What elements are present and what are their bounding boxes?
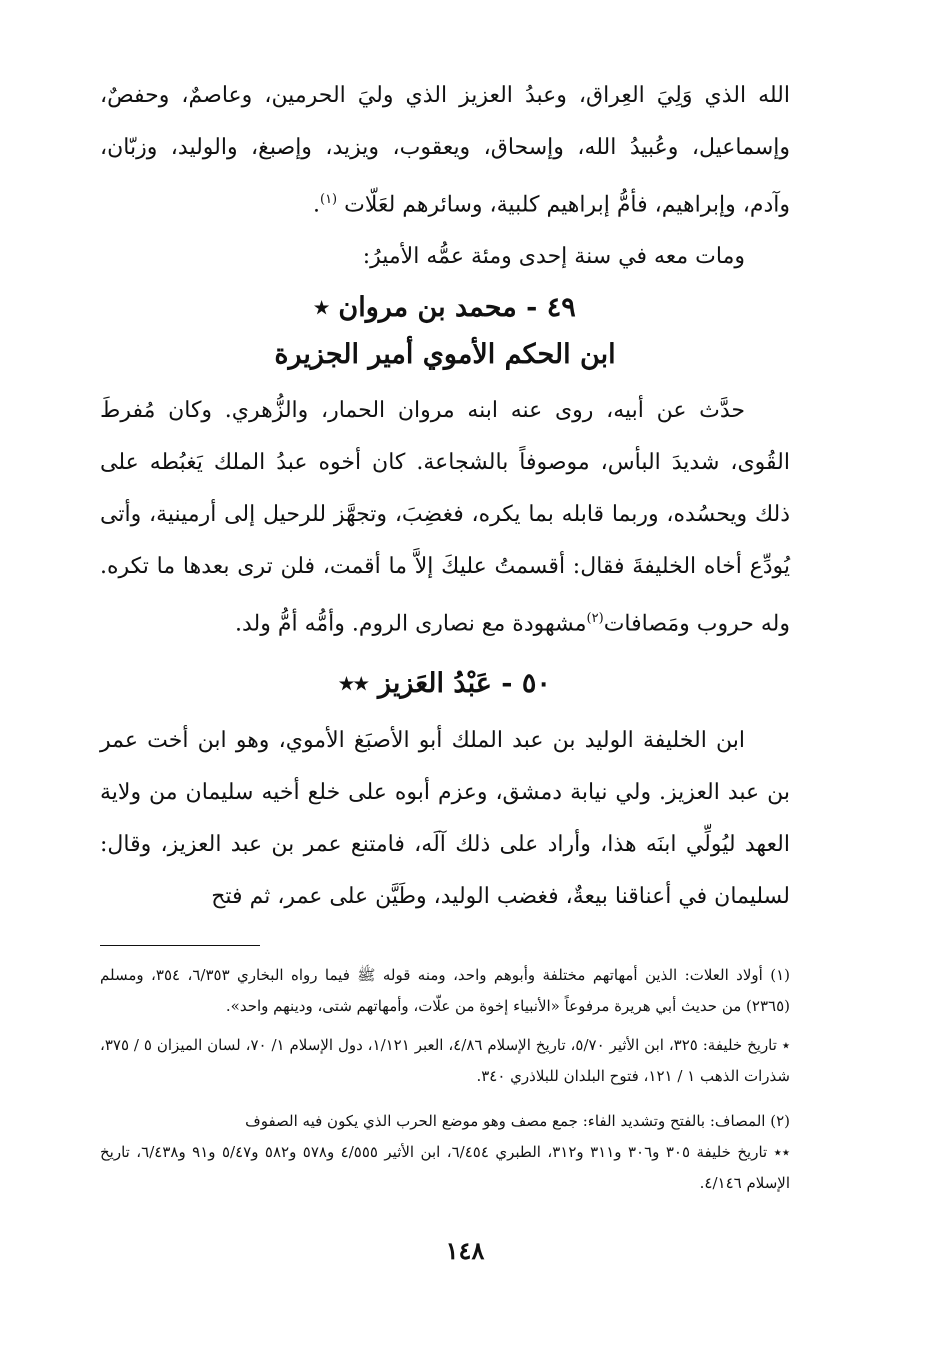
intro-text: الله الذي وَلِيَ العِراق، وعبدُ العزيز الذي وليَ الحرمين، وعاصمٌ، وحفصٌ، وإسماعيل، وعُبيدُ الله، وإسحاق، ويعقوب، ويزيد، وإصبغ، والوليد، وزبّان، وآدم، وإبراهيم، فأمُّ إبراهيم كلبية، وسائرهم لعَلّات — [100, 83, 790, 218]
entry-49-body-text-end: مشهودة مع نصارى الروم. وأمُّه أمُّ ولد. — [234, 611, 587, 637]
intro-second-paragraph: ومات معه في سنة إحدى ومئة عمُّه الأميرُ: — [362, 244, 745, 270]
entry-50-title: ٥٠ - عَبْدُ العَزيز ٭٭ — [339, 667, 551, 699]
footnote-doublestar-sources: ٭٭ تاريخ خليفة ٣٠٥ و٣٠٦ و٣١١ و٣١٢، الطبري ٦/٤٥٤، ابن الأثير ٤/٥٥٥ و٥٧٨ و٥٨٢ و٥/٤٧ و٩١ و٦/٤٣٨، تاريخ الإسلام ٤/١٤٦. — [100, 1142, 790, 1192]
entry-50-body: ابن الخليفة الوليد بن عبد الملك أبو الأصبَغ الأموي، وهو ابن أخت عمر بن عبد العزيز. ولي نيابة دمشق، وعزم أبوه على خلع أخيه سليمان من ولاية العهد ليُولِّي ابنَه هذا، وأراد على ذلك آلَه، فامتنع عمر بن عبد العزيز، وقال: لسليمان في أعناقنا بيعةٌ، فغضب الوليد، وطَيَّن على عمر، ثم فتح — [100, 727, 790, 909]
page-number: ١٤٨ — [445, 1236, 485, 1265]
entry-49-body-text: حدَّث عن أبيه، روى عنه ابنه مروان الحمار، والزُّهري. وكان مُفرطَ القُوى، شديدَ البأس، موصوفاً بالشجاعة. كان أخوه عبدُ الملك يَغبُطه على ذلك ويحسُده، وربما قابله بما يكره، فغضِبَ، وتجهَّز للرحيل إلى أرمينية، وأتى يُودِّع أخاه الخليفةَ فقال: أقسمتُ عليكَ إلاَّ ما أقمت، فلن ترى بعدها ما تكره. وله حروب ومَصافات — [100, 398, 790, 637]
footnote-star-sources: ٭ تاريخ خليفة: ٣٢٥، ابن الأثير ٥/٧٠، تاريخ الإسلام ٤/٨٦، العبر ١/١٢١، دول الإسلام ١/ ٧٠، لسان الميزان ٥ / ٣٧٥، شذرات الذهب ١ / ١٢١، فتوح البلدان للبلاذري ٣٤٠. — [100, 1035, 791, 1085]
entry-49-title: ٤٩ - محمد بن مروان ٭ — [314, 292, 576, 324]
entry-49-subtitle: ابن الحكم الأموي أمير الجزيرة — [274, 339, 616, 371]
footnote-separator — [100, 945, 260, 946]
entry-49-body — [100, 385, 790, 650]
footnote-2: (٢) المصاف: بالفتح وتشديد الفاء: جمع مصف وهو موضع الحرب الذي يكون فيه الصفوف — [245, 1111, 790, 1130]
intro-paragraph — [100, 70, 790, 231]
intro-end-punct: . — [312, 192, 320, 218]
footnote-marker-2[interactable]: (٢) — [586, 611, 604, 627]
footnote-1: (١) أولاد العلات: الذين أمهاتهم مختلفة وأبوهم واحد، ومنه قوله ﷺ فيما رواه البخاري ٦/٣٥٣، ٣٥٤، ومسلم (٢٣٦٥) من حديث أبي هريرة مرفوعاً «الأنبياء إخوة من علّات، وأمهاتهم شتى، ودينهم واحد». — [100, 965, 791, 1015]
footnote-marker-1[interactable]: (١) — [319, 192, 338, 207]
book-page — [100, 70, 790, 1199]
